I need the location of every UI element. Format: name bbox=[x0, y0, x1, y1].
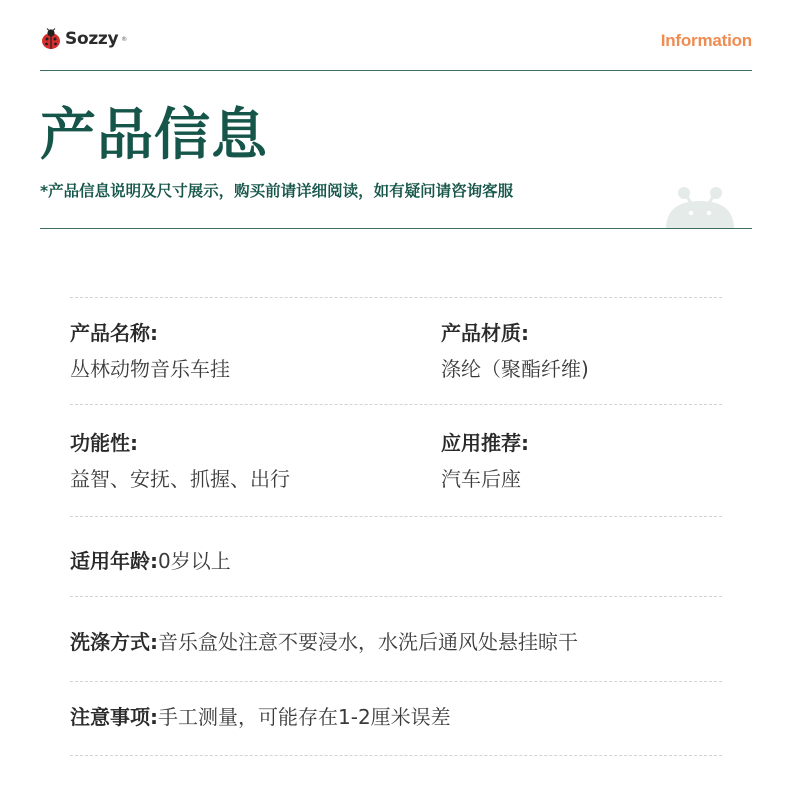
section-tag: Information bbox=[660, 31, 752, 50]
row-divider bbox=[70, 516, 722, 517]
note-value: 手工测量，可能存在1-2厘米误差 bbox=[158, 705, 451, 729]
age-value: 0岁以上 bbox=[158, 549, 231, 573]
material-label: 产品材质: bbox=[441, 321, 529, 345]
usage-value: 汽车后座 bbox=[441, 467, 521, 491]
row-divider bbox=[70, 297, 722, 298]
note-label: 注意事项: bbox=[70, 705, 158, 729]
note-row bbox=[70, 703, 451, 731]
usage-label: 应用推荐: bbox=[441, 431, 529, 455]
age-label: 适用年龄: bbox=[70, 549, 158, 573]
page-title: 产品信息 bbox=[40, 103, 268, 168]
row-divider bbox=[70, 596, 722, 597]
function-label: 功能性: bbox=[70, 431, 138, 455]
function-value: 益智、安抚、抓握、出行 bbox=[70, 467, 290, 491]
age-row bbox=[70, 547, 231, 575]
wash-value: 音乐盒处注意不要浸水，水洗后通风处悬挂晾干 bbox=[158, 630, 578, 654]
brand-name: Sozzy bbox=[65, 29, 119, 49]
wash-label: 洗涤方式: bbox=[70, 630, 158, 654]
top-bar bbox=[40, 28, 752, 58]
ladybug-icon bbox=[40, 28, 62, 50]
wash-row bbox=[70, 628, 578, 656]
row-divider bbox=[70, 404, 722, 405]
page-subtitle: *产品信息说明及尺寸展示，购买前请详细阅读，如有疑问请咨询客服 bbox=[40, 182, 514, 200]
brand-logo[interactable] bbox=[40, 28, 127, 50]
mascot-head-icon bbox=[662, 183, 738, 229]
header-divider bbox=[40, 70, 752, 71]
title-divider bbox=[40, 228, 752, 229]
row-divider bbox=[70, 681, 722, 682]
product-name-label: 产品名称: bbox=[70, 321, 158, 345]
product-name-value: 丛林动物音乐车挂 bbox=[70, 357, 230, 381]
row-divider bbox=[70, 755, 722, 756]
material-value: 涤纶（聚酯纤维) bbox=[441, 357, 589, 381]
registered-mark: ® bbox=[121, 35, 128, 43]
